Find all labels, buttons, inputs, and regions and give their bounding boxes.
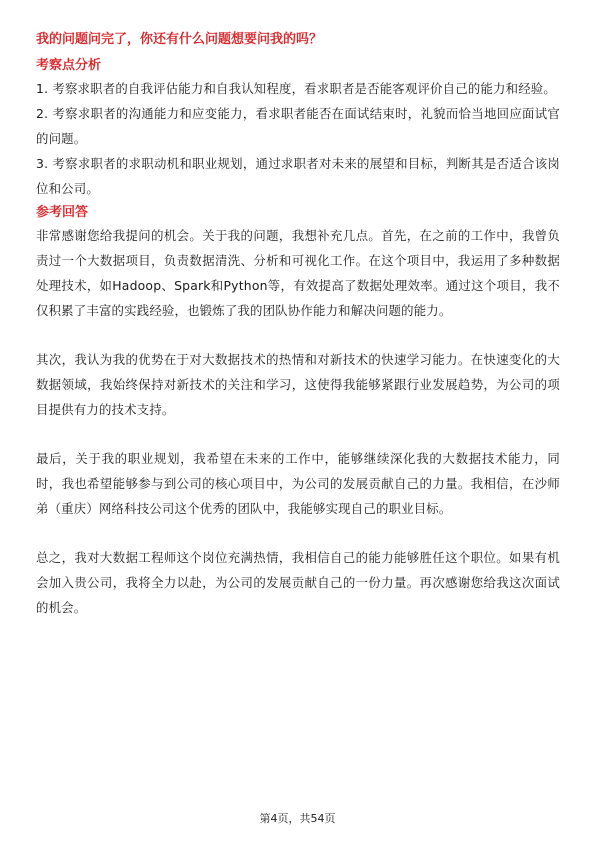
answer-body (36, 223, 560, 620)
analysis-item-1: 1. 考察求职者的自我评估能力和自我认知程度，看求职者是否能客观评价自己的能力和经验。 (36, 81, 556, 96)
analysis-title: 考察点分析 (36, 58, 102, 73)
analysis-item-3: 3. 考察求职者的求职动机和职业规划，通过求职者对未来的展望和目标，判断其是否适合该岗位和公司。 (36, 156, 560, 196)
answer-paragraph-2: 其次，我认为我的优势在于对大数据技术的热情和对新技术的快速学习能力。在快速变化的大数据领域，我始终保持对新技术的关注和学习，这使得我能够紧跟行业发展趋势，为公司的项目提供有力的技术支持。 (36, 352, 560, 417)
paragraph-gap (36, 521, 560, 545)
analysis-item-2: 2. 考察求职者的沟通能力和应变能力，看求职者能否在面试结束时，礼貌而恰当地回应面试官的问题。 (36, 106, 560, 146)
answer-paragraph-3: 最后，关于我的职业规划，我希望在未来的工作中，能够继续深化我的大数据技术能力，同时，我也希望能够参与到公司的核心项目中，为公司的发展贡献自己的力量。我相信，在沙师弟（重庆）网络科技公司这个优秀的团队中，我能够实现自己的职业目标。 (36, 451, 560, 516)
analysis-list (36, 76, 560, 201)
paragraph-gap (36, 422, 560, 446)
answer-paragraph-4: 总之，我对大数据工程师这个岗位充满热情，我相信自己的能力能够胜任这个职位。如果有机会加入贵公司，我将全力以赴，为公司的发展贡献自己的一份力量。再次感谢您给我这次面试的机会。 (36, 550, 560, 615)
paragraph-gap (36, 323, 560, 347)
document-page (36, 30, 560, 620)
answer-title: 参考回答 (36, 205, 89, 220)
answer-paragraph-1: 非常感谢您给我提问的机会。关于我的问题，我想补充几点。首先，在之前的工作中，我曾负责过一个大数据项目，负责数据清洗、分析和可视化工作。在这个项目中，我运用了多种数据处理技术，如Hadoop、Spark和Python等，有效提高了数据处理效率。通过这个项目，我不仅积累了丰富的实践经验，也锻炼了我的团队协作能力和解决问题的能力。 (36, 228, 560, 318)
page-number: 第4页，共54页 (259, 812, 336, 825)
question-heading: 我的问题问完了，你还有什么问题想要问我的吗？ (36, 32, 323, 47)
